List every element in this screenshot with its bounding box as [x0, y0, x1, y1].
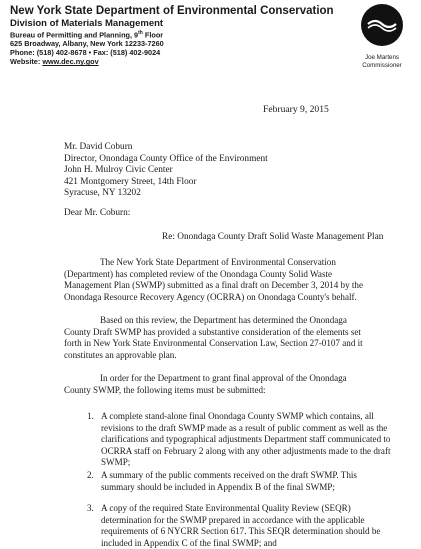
list-item: 3. A copy of the required State Environmental Quality Review (SEQR) determination for the SWMP prepared in accordance with the applicable requirements of 6 NYCRR Section 617. This SEQR determination should be included in Appendix C of the final SWMP; and	[87, 503, 381, 548]
paragraph-2: Based on this review, the Department has determined the Onondaga County Draft SWMP has provided a substantive consideration of the elements set forth in New York State Environmental Conservation Law, Section 27-0107 and it constitutes an approvable plan.	[64, 315, 363, 360]
salutation: Dear Mr. Coburn:	[64, 208, 131, 218]
recipient-street: 421 Montgomery Street, 14th Floor	[64, 176, 197, 187]
website-line: Website: www.dec.ny.gov	[10, 57, 99, 67]
list-item: 2. A summary of the public comments received on the draft SWMP. This summary should be included in Appendix B of the final SWMP;	[87, 470, 357, 492]
paragraph-1: The New York State Department of Environmental Conservation (Department) has completed review of the Onondaga County Solid Waste Management Plan (SWMP) submitted as a final draft on December 3, 2014 by the Onondaga Resource Recovery Agency (OCRRA) on Onondaga County's behalf.	[64, 257, 364, 302]
commissioner-title: Commissioner	[362, 62, 402, 69]
bureau-line: Bureau of Permitting and Planning, 9th Floor	[10, 30, 164, 40]
dec-logo-icon	[361, 4, 403, 46]
commissioner-block	[349, 54, 415, 70]
recipient-name: Mr. David Coburn	[64, 142, 133, 152]
recipient-city: Syracuse, NY 13202	[64, 188, 141, 199]
website-link[interactable]: www.dec.ny.gov	[42, 57, 99, 67]
division-name: Division of Materials Management	[10, 18, 164, 29]
phone-line: Phone: (518) 402-8678 • Fax: (518) 402-9024	[10, 48, 161, 58]
agency-name: New York State Department of Environmental Conservation	[10, 5, 334, 17]
recipient-building: John H. Mulroy Civic Center	[64, 165, 173, 176]
recipient-title: Director, Onondaga County Office of the Environment	[64, 153, 268, 164]
letter-date: February 9, 2015	[263, 104, 329, 115]
address-line: 625 Broadway, Albany, New York 12233-7260	[10, 39, 164, 49]
paragraph-3: In order for the Department to grant final approval of the Onondaga County SWMP, the following items must be submitted:	[64, 373, 347, 395]
recipient-address	[64, 142, 268, 200]
commissioner-name: Joe Martens	[364, 54, 400, 61]
re-line: Re: Onondaga County Draft Solid Waste Management Plan	[162, 232, 384, 242]
list-item: 1. A complete stand-alone final Onondaga County SWMP which contains, all revisions to the draft SWMP made as a result of public comment as well as the clarifications and typographical adjustments Department staff communicated to OCRRA staff on February 2 along with any other adjustments made to the draft SWMP;	[87, 411, 391, 468]
letterhead	[10, 5, 340, 66]
